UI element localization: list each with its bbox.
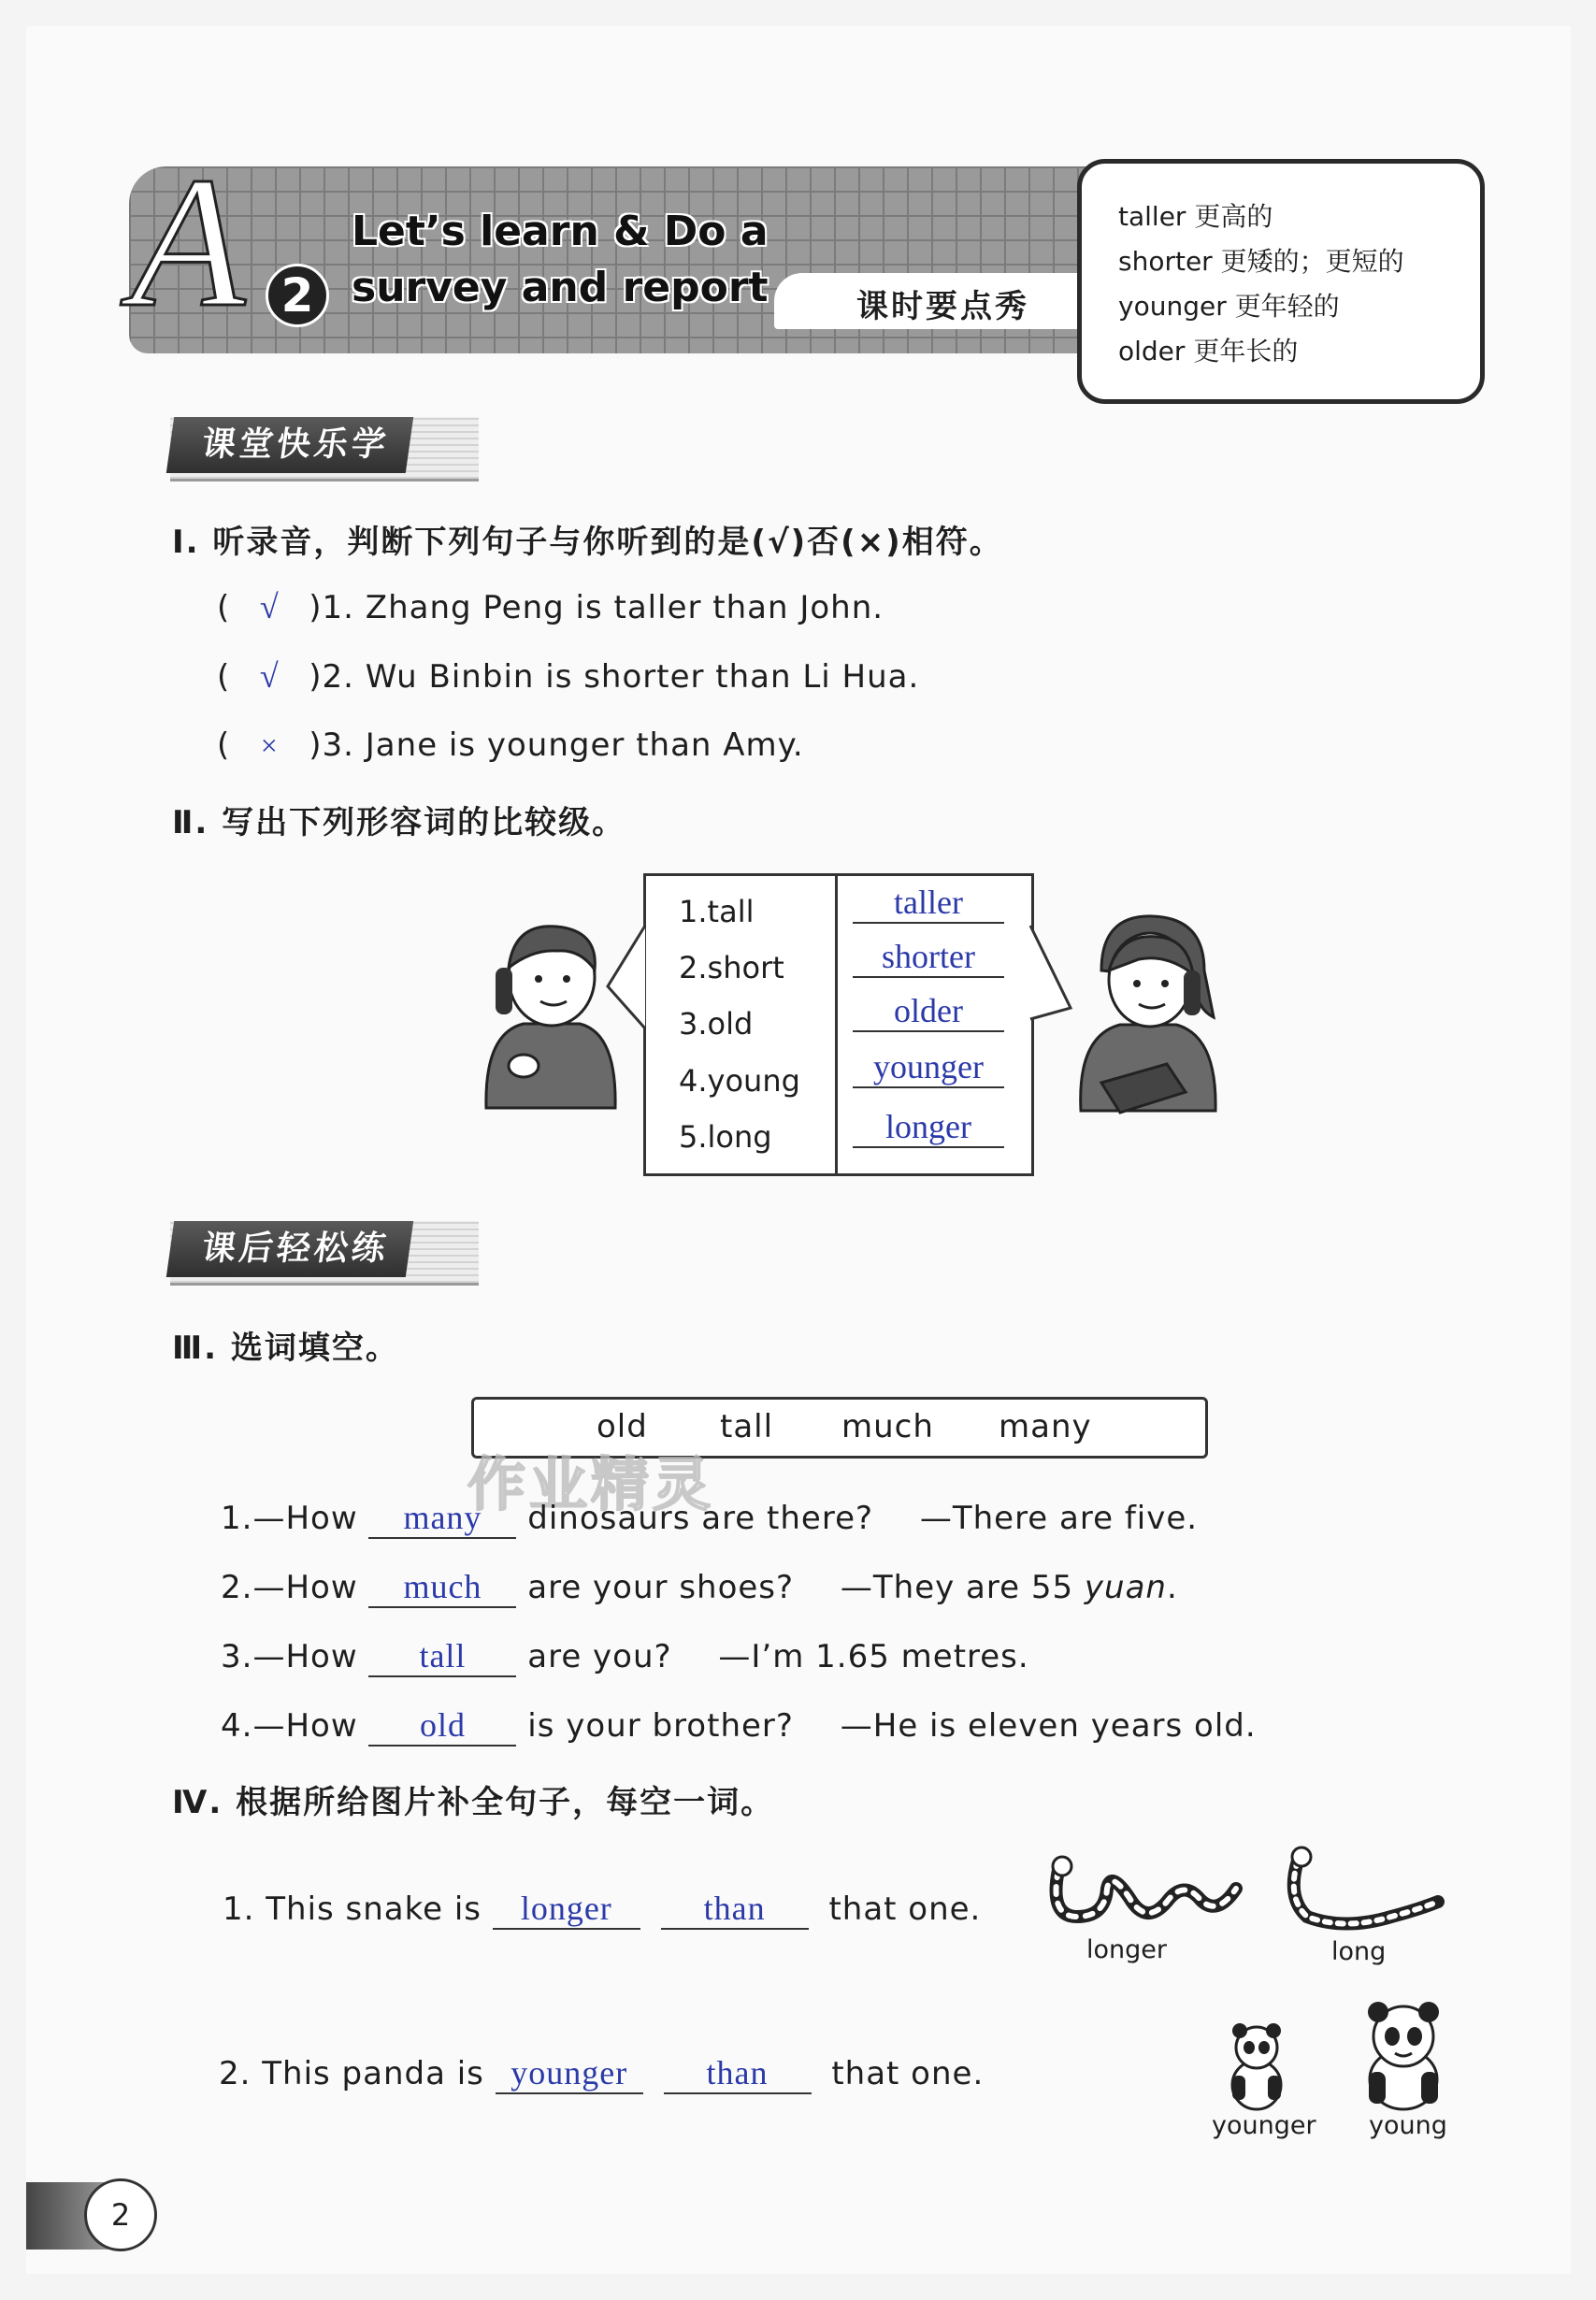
word-bank-word: old [597,1408,648,1445]
word-bank-word: much [841,1408,934,1445]
part4-item-1: 1. This snake is longer than that one. [223,1890,982,1928]
section2-banner [170,1221,479,1286]
comparative-answer: longer [853,1107,1004,1148]
vocab-item: older 更年长的 [1118,336,1299,367]
long-snake-illustration [1040,1851,1245,1935]
part1-answer: × [260,728,279,762]
header-letter: A [131,139,246,346]
vocab-item: taller 更高的 [1118,201,1273,232]
fill-blank: than [664,2053,812,2094]
part3-item-2: 2.—How much are your shoes? —They are 55 yuan. [221,1568,1178,1606]
part1-item-1: ( √ )1. Zhang Peng is taller than John. [217,588,884,626]
fill-blank: than [661,1889,809,1930]
adjective: 2.short [679,950,784,985]
comparative-answer: shorter [853,937,1004,978]
header-number: 2 [280,268,314,323]
part1-item-2: ( √ )2. Wu Binbin is shorter than Li Hua. [217,657,920,696]
vocab-item: shorter 更矮的；更短的 [1118,246,1404,277]
adjective: 1.tall [679,894,755,929]
fill-blank: many [368,1498,516,1539]
fill-blank: old [368,1705,516,1747]
header-title-line1: Let’s learn & Do a [352,208,769,255]
speech-tails [598,916,1085,1038]
part4-item-2: 2. This panda is younger than that one. [219,2054,985,2092]
snake-caption-long: long [1331,1937,1387,1966]
section1-banner [170,417,479,482]
comparative-answer: taller [853,883,1004,924]
watermark: 作业精灵 [467,1450,715,1518]
part3-item-3: 3.—How tall are you? —I’m 1.65 metres. [221,1637,1029,1675]
part4-title: Ⅳ. 根据所给图片补全句子，每空一词。 [172,1784,775,1821]
fill-blank: younger [496,2053,643,2094]
part3-title: Ⅲ. 选词填空。 [172,1330,399,1367]
part1-title: Ⅰ. 听录音，判断下列句子与你听到的是(√)否(×)相符。 [172,524,1003,561]
header-tag: 课时要点秀 [856,288,1029,325]
part1-answer: √ [259,657,280,695]
part3-item-1: 1.—How many dinosaurs are there? —There are five. [221,1499,1199,1537]
header-title-line2: survey and report [352,264,769,311]
part2-title: Ⅱ. 写出下列形容词的比较级。 [172,804,626,841]
fill-blank: tall [368,1636,516,1677]
panda-caption-young: young [1369,2111,1447,2140]
vocab-item: younger 更年轻的 [1118,291,1340,322]
adjective: 3.old [679,1006,754,1042]
big-panda-illustration [1352,2001,1455,2113]
adjective: 4.young [679,1063,800,1099]
adjective: 5.long [679,1119,772,1155]
fill-blank: longer [493,1889,640,1930]
short-snake-illustration [1279,1842,1447,1935]
word-bank-word: many [999,1408,1092,1445]
panda-caption-younger: younger [1212,2111,1316,2140]
word-bank-word: tall [720,1408,774,1445]
part1-item-3: ( × )3. Jane is younger than Amy. [217,726,804,764]
snake-caption-longer: longer [1086,1935,1167,1964]
comparative-answer: older [853,991,1004,1032]
page-number: 2 [110,2197,131,2233]
boy-phone-illustration [467,912,626,1117]
fill-blank: much [368,1567,516,1608]
part3-item-4: 4.—How old is your brother? —He is eleven years old. [221,1706,1257,1745]
small-panda-illustration [1219,2020,1294,2113]
girl-phone-illustration [1064,905,1232,1120]
section2-banner-label: 课后轻松练 [166,1221,413,1277]
comparative-answer: younger [853,1047,1004,1088]
section1-banner-label: 课堂快乐学 [166,417,413,473]
part1-answer: √ [259,588,280,625]
